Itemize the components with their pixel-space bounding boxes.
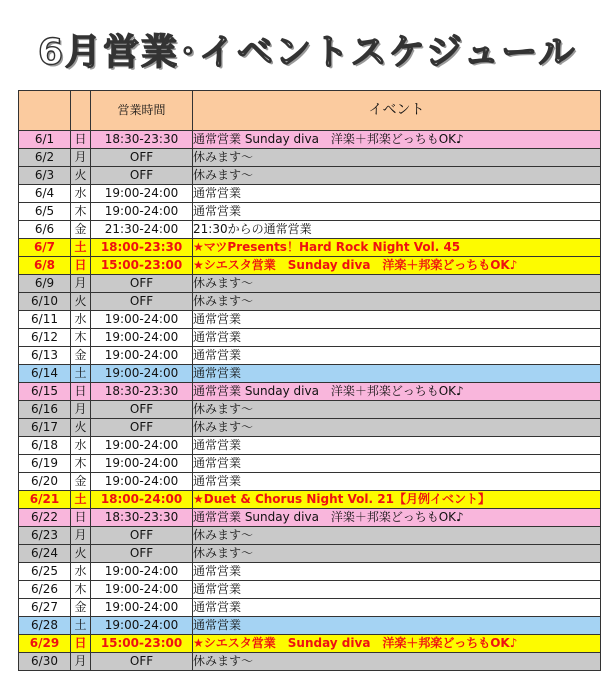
table-row bbox=[19, 491, 601, 509]
row-date: 6/10 bbox=[19, 293, 71, 311]
row-event: ★マツPresents！Hard Rock Night Vol. 45 bbox=[193, 239, 601, 257]
row-day: 水 bbox=[71, 311, 91, 329]
table-row bbox=[19, 203, 601, 221]
row-day: 火 bbox=[71, 545, 91, 563]
row-event: 通常営業 bbox=[193, 185, 601, 203]
row-day: 月 bbox=[71, 275, 91, 293]
row-hours: 19:00-24:00 bbox=[91, 311, 193, 329]
row-hours: 19:00-24:00 bbox=[91, 437, 193, 455]
row-date: 6/4 bbox=[19, 185, 71, 203]
row-date: 6/11 bbox=[19, 311, 71, 329]
page-title: 6月営業･イベントスケジュール bbox=[38, 32, 577, 73]
row-day: 土 bbox=[71, 365, 91, 383]
row-day: 金 bbox=[71, 347, 91, 365]
row-event: ★シエスタ営業 Sunday diva 洋楽＋邦楽どっちもOK♪ bbox=[193, 257, 601, 275]
row-day: 火 bbox=[71, 293, 91, 311]
row-hours: OFF bbox=[91, 545, 193, 563]
row-day: 金 bbox=[71, 221, 91, 239]
row-day: 火 bbox=[71, 419, 91, 437]
table-row bbox=[19, 527, 601, 545]
row-date: 6/17 bbox=[19, 419, 71, 437]
table-row bbox=[19, 563, 601, 581]
row-event: 通常営業 bbox=[193, 203, 601, 221]
row-date: 6/18 bbox=[19, 437, 71, 455]
row-day: 月 bbox=[71, 149, 91, 167]
table-row bbox=[19, 167, 601, 185]
row-date: 6/20 bbox=[19, 473, 71, 491]
row-event: 休みます～ bbox=[193, 527, 601, 545]
table-row bbox=[19, 599, 601, 617]
table-row bbox=[19, 311, 601, 329]
row-event: 通常営業 Sunday diva 洋楽＋邦楽どっちもOK♪ bbox=[193, 131, 601, 149]
table-row bbox=[19, 473, 601, 491]
table-row bbox=[19, 257, 601, 275]
row-date: 6/19 bbox=[19, 455, 71, 473]
row-hours: OFF bbox=[91, 149, 193, 167]
row-day: 水 bbox=[71, 437, 91, 455]
row-event: 通常営業 bbox=[193, 617, 601, 635]
table-row bbox=[19, 437, 601, 455]
table-row bbox=[19, 635, 601, 653]
row-day: 月 bbox=[71, 653, 91, 671]
row-day: 水 bbox=[71, 563, 91, 581]
row-event: 通常営業 bbox=[193, 473, 601, 491]
row-hours: OFF bbox=[91, 401, 193, 419]
row-day: 日 bbox=[71, 635, 91, 653]
row-date: 6/28 bbox=[19, 617, 71, 635]
row-hours: 19:00-24:00 bbox=[91, 185, 193, 203]
row-day: 金 bbox=[71, 599, 91, 617]
row-day: 水 bbox=[71, 185, 91, 203]
header-day bbox=[71, 91, 91, 131]
row-day: 土 bbox=[71, 491, 91, 509]
row-date: 6/30 bbox=[19, 653, 71, 671]
row-date: 6/26 bbox=[19, 581, 71, 599]
row-hours: 18:30-23:30 bbox=[91, 383, 193, 401]
row-date: 6/27 bbox=[19, 599, 71, 617]
row-date: 6/24 bbox=[19, 545, 71, 563]
row-date: 6/13 bbox=[19, 347, 71, 365]
row-event: 休みます～ bbox=[193, 149, 601, 167]
row-day: 日 bbox=[71, 131, 91, 149]
row-hours: 19:00-24:00 bbox=[91, 365, 193, 383]
row-day: 木 bbox=[71, 455, 91, 473]
row-date: 6/9 bbox=[19, 275, 71, 293]
row-hours: OFF bbox=[91, 275, 193, 293]
header-hours: 営業時間 bbox=[91, 91, 193, 131]
table-row bbox=[19, 221, 601, 239]
table-row bbox=[19, 185, 601, 203]
table-row bbox=[19, 275, 601, 293]
table-header-row bbox=[19, 91, 601, 131]
row-date: 6/22 bbox=[19, 509, 71, 527]
row-date: 6/5 bbox=[19, 203, 71, 221]
table-row bbox=[19, 581, 601, 599]
row-day: 日 bbox=[71, 257, 91, 275]
header-date bbox=[19, 91, 71, 131]
row-event: ★シエスタ営業 Sunday diva 洋楽＋邦楽どっちもOK♪ bbox=[193, 635, 601, 653]
row-date: 6/2 bbox=[19, 149, 71, 167]
table-row bbox=[19, 509, 601, 527]
row-event: 通常営業 bbox=[193, 437, 601, 455]
row-date: 6/25 bbox=[19, 563, 71, 581]
table-row bbox=[19, 329, 601, 347]
row-event: 休みます～ bbox=[193, 653, 601, 671]
table-row bbox=[19, 365, 601, 383]
table-row bbox=[19, 131, 601, 149]
row-date: 6/15 bbox=[19, 383, 71, 401]
table-row bbox=[19, 653, 601, 671]
row-event: 通常営業 bbox=[193, 329, 601, 347]
row-hours: OFF bbox=[91, 293, 193, 311]
row-event: 休みます～ bbox=[193, 293, 601, 311]
table-row bbox=[19, 401, 601, 419]
row-event: 21:30からの通常営業 bbox=[193, 221, 601, 239]
row-event: 通常営業 bbox=[193, 599, 601, 617]
table-row bbox=[19, 293, 601, 311]
row-hours: 19:00-24:00 bbox=[91, 455, 193, 473]
row-hours: 15:00-23:00 bbox=[91, 635, 193, 653]
row-day: 土 bbox=[71, 617, 91, 635]
row-hours: 15:00-23:00 bbox=[91, 257, 193, 275]
row-day: 木 bbox=[71, 581, 91, 599]
table-row bbox=[19, 617, 601, 635]
row-day: 日 bbox=[71, 383, 91, 401]
row-event: 休みます～ bbox=[193, 401, 601, 419]
row-day: 月 bbox=[71, 401, 91, 419]
table-row bbox=[19, 545, 601, 563]
row-event: 休みます～ bbox=[193, 275, 601, 293]
schedule-body bbox=[19, 131, 601, 671]
row-date: 6/6 bbox=[19, 221, 71, 239]
row-day: 木 bbox=[71, 329, 91, 347]
table-row bbox=[19, 383, 601, 401]
row-day: 木 bbox=[71, 203, 91, 221]
row-date: 6/3 bbox=[19, 167, 71, 185]
row-hours: 19:00-24:00 bbox=[91, 617, 193, 635]
row-day: 日 bbox=[71, 509, 91, 527]
row-hours: 19:00-24:00 bbox=[91, 599, 193, 617]
schedule-table bbox=[18, 90, 601, 671]
row-day: 火 bbox=[71, 167, 91, 185]
row-event: 通常営業 bbox=[193, 365, 601, 383]
row-hours: OFF bbox=[91, 653, 193, 671]
row-event: 通常営業 bbox=[193, 347, 601, 365]
row-hours: 18:00-24:00 bbox=[91, 491, 193, 509]
row-event: 通常営業 bbox=[193, 581, 601, 599]
table-row bbox=[19, 347, 601, 365]
row-date: 6/7 bbox=[19, 239, 71, 257]
row-day: 月 bbox=[71, 527, 91, 545]
row-event: 通常営業 bbox=[193, 311, 601, 329]
table-row bbox=[19, 149, 601, 167]
row-event: 通常営業 Sunday diva 洋楽＋邦楽どっちもOK♪ bbox=[193, 383, 601, 401]
row-event: 休みます～ bbox=[193, 419, 601, 437]
row-hours: 19:00-24:00 bbox=[91, 329, 193, 347]
row-hours: 18:30-23:30 bbox=[91, 509, 193, 527]
row-date: 6/12 bbox=[19, 329, 71, 347]
row-event: 休みます～ bbox=[193, 545, 601, 563]
row-hours: 19:00-24:00 bbox=[91, 473, 193, 491]
row-hours: 19:00-24:00 bbox=[91, 563, 193, 581]
row-hours: 18:30-23:30 bbox=[91, 131, 193, 149]
row-event: 通常営業 bbox=[193, 563, 601, 581]
row-hours: OFF bbox=[91, 419, 193, 437]
row-event: 通常営業 bbox=[193, 455, 601, 473]
row-event: 通常営業 Sunday diva 洋楽＋邦楽どっちもOK♪ bbox=[193, 509, 601, 527]
row-date: 6/29 bbox=[19, 635, 71, 653]
row-date: 6/14 bbox=[19, 365, 71, 383]
row-date: 6/21 bbox=[19, 491, 71, 509]
row-hours: 19:00-24:00 bbox=[91, 347, 193, 365]
row-date: 6/23 bbox=[19, 527, 71, 545]
row-hours: 19:00-24:00 bbox=[91, 581, 193, 599]
row-hours: 21:30-24:00 bbox=[91, 221, 193, 239]
row-date: 6/16 bbox=[19, 401, 71, 419]
row-hours: 18:00-23:30 bbox=[91, 239, 193, 257]
table-row bbox=[19, 455, 601, 473]
row-hours: 19:00-24:00 bbox=[91, 203, 193, 221]
table-row bbox=[19, 239, 601, 257]
row-hours: OFF bbox=[91, 527, 193, 545]
header-event: イベント bbox=[193, 91, 601, 131]
row-date: 6/8 bbox=[19, 257, 71, 275]
table-row bbox=[19, 419, 601, 437]
row-event: ★Duet & Chorus Night Vol. 21【月例イベント】 bbox=[193, 491, 601, 509]
row-date: 6/1 bbox=[19, 131, 71, 149]
row-day: 土 bbox=[71, 239, 91, 257]
row-hours: OFF bbox=[91, 167, 193, 185]
row-day: 金 bbox=[71, 473, 91, 491]
row-event: 休みます～ bbox=[193, 167, 601, 185]
